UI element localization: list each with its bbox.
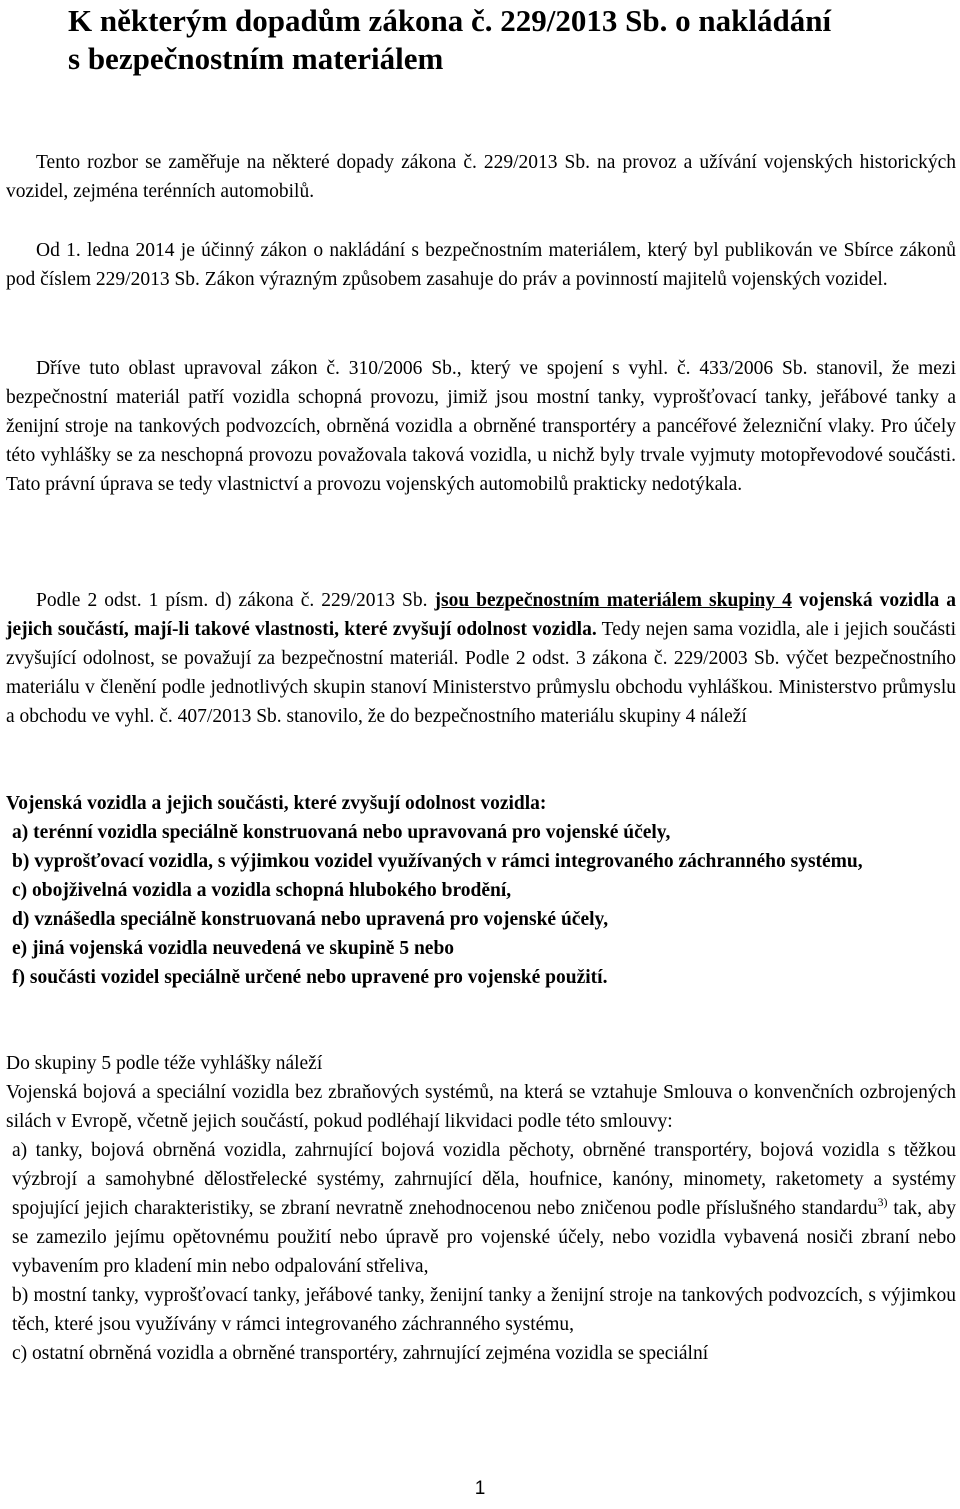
group4-heading: Vojenská vozidla a jejich součásti, které zvyšují odolnost vozidla: [6,793,547,814]
paragraph-intro: Tento rozbor se zaměřuje na některé dopady zákona č. 229/2013 Sb. na provoz a užívání vojenských historických vozidel, zejména terénních automobilů. [6,152,956,202]
paragraph-previous-law: Dříve tuto oblast upravoval zákon č. 310/2006 Sb., který ve spojení s vyhl. č. 433/2006 Sb. stanovil, že mezi bezpečnostní materiál patří vozidla schopná provozu, jimiž jsou mostní tanky, vyprošťovací tanky, jeřábové tanky a ženijní stroje na tankových podvozcích, obrněná vozidla a obrněné transportéry a pancéřové železniční vlaky. Pro účely této vyhlášky se za neschopná provozu považovala taková vozidla, u nichž byly trvale vyjmuty motopřevodové součásti. Tato právní úprava se tedy vlastnictví a provozu vojenských automobilů prakticky nedotýkala. [6,358,956,495]
list-item: a) terénní vozidla speciálně konstruovaná nebo upravovaná pro vojenské účely, [12,822,671,843]
list-item: c) obojživelná vozidla a vozidla schopná hlubokého brodění, [12,880,512,901]
list-item: a) tanky, bojová obrněná vozidla, zahrnující bojová vozidla pěchoty, obrněné transportéry, bojová vozidla s těžkou výzbrojí a samohybné dělostřelecké systémy, zahrnující děla, houfnice, kanóny, minomety, raketomety a systémy spojující jejich charakteristiky, se zbraní nevratně znehodnocenou nebo zničenou podle příslušného standardu$^{3)}$ tak, aby se zamezilo jejímu opětovnému použití nebo úpravě pro vojenské účely, nebo vozidla vybavená nosiči zbraní nebo vybavením pro kladení min nebo odpalování střeliva, [12,1140,957,1277]
paragraph-effective-date: Od 1. ledna 2014 je účinný zákon o nakládání s bezpečnostním materiálem, který byl publikován ve Sbírce zákonů pod číslem 229/2013 Sb. Zákon výrazným způsobem zasahuje do práv a povinností majitelů vojenských vozidel. [6,240,956,290]
group4-list [6,789,956,992]
list-item: e) jiná vojenská vozidla neuvedená ve skupině 5 nebo [12,938,455,959]
title-line-2: s bezpečnostním materiálem [68,41,444,76]
underlined-definition: jsou bezpečnostním materiálem skupiny 4 [434,590,792,611]
list-item: b) vyprošťovací vozidla, s výjimkou vozidel využívaných v rámci integrovaného záchranného systému, [12,851,863,872]
page-number: 1 [474,1478,486,1499]
list-item: d) vznášedla speciálně konstruovaná nebo upravená pro vojenské účely, [12,909,609,930]
list-item: b) mostní tanky, vyprošťovací tanky, jeřábové tanky, ženijní tanky a ženijní stroje na tankových podvozcích, s výjimkou těch, které jsou využívány v rámci integrovaného záchranného systému, [12,1285,956,1335]
document-title [68,2,831,78]
list-item: c) ostatní obrněná vozidla a obrněné transportéry, zahrnující zejména vozidla se speciální [12,1343,709,1364]
group5-section [6,1049,956,1368]
list-item: f) součásti vozidel speciálně určené nebo upravené pro vojenské použití. [12,967,608,988]
paragraph-group4-definition: Podle 2 odst. 1 písm. d) zákona č. 229/2013 Sb. jsou bezpečnostním materiálem skupiny 4 vojenská vozidla a jejich součástí, mají-li takové vlastnosti, které zvyšují odolnost vozidla. Tedy nejen sama vozidla, ale i jejich součásti zvyšující odolnost, se považují za bezpečnostní materiál. Podle 2 odst. 3 zákona č. 229/2003 Sb. výčet bezpečnostního materiálu v členění podle jednotlivých skupin stanoví Ministerstvo průmyslu obchodu vyhláškou. Ministerstvo průmyslu a obchodu ve vyhl. č. 407/2013 Sb. stanovilo, že do bezpečnostního materiálu skupiny 4 náleží [6,590,957,727]
group5-intro: Vojenská bojová a speciální vozidla bez zbraňových systémů, na která se vztahuje Smlouva o konvenčních ozbrojených silách v Evropě, včetně jejich součástí, pokud podléhají likvidaci podle této smlouvy: [6,1082,956,1132]
group5-heading: Do skupiny 5 podle téže vyhlášky náleží [6,1053,323,1074]
title-line-1: K některým dopadům zákona č. 229/2013 Sb. o nakládání [68,3,832,38]
